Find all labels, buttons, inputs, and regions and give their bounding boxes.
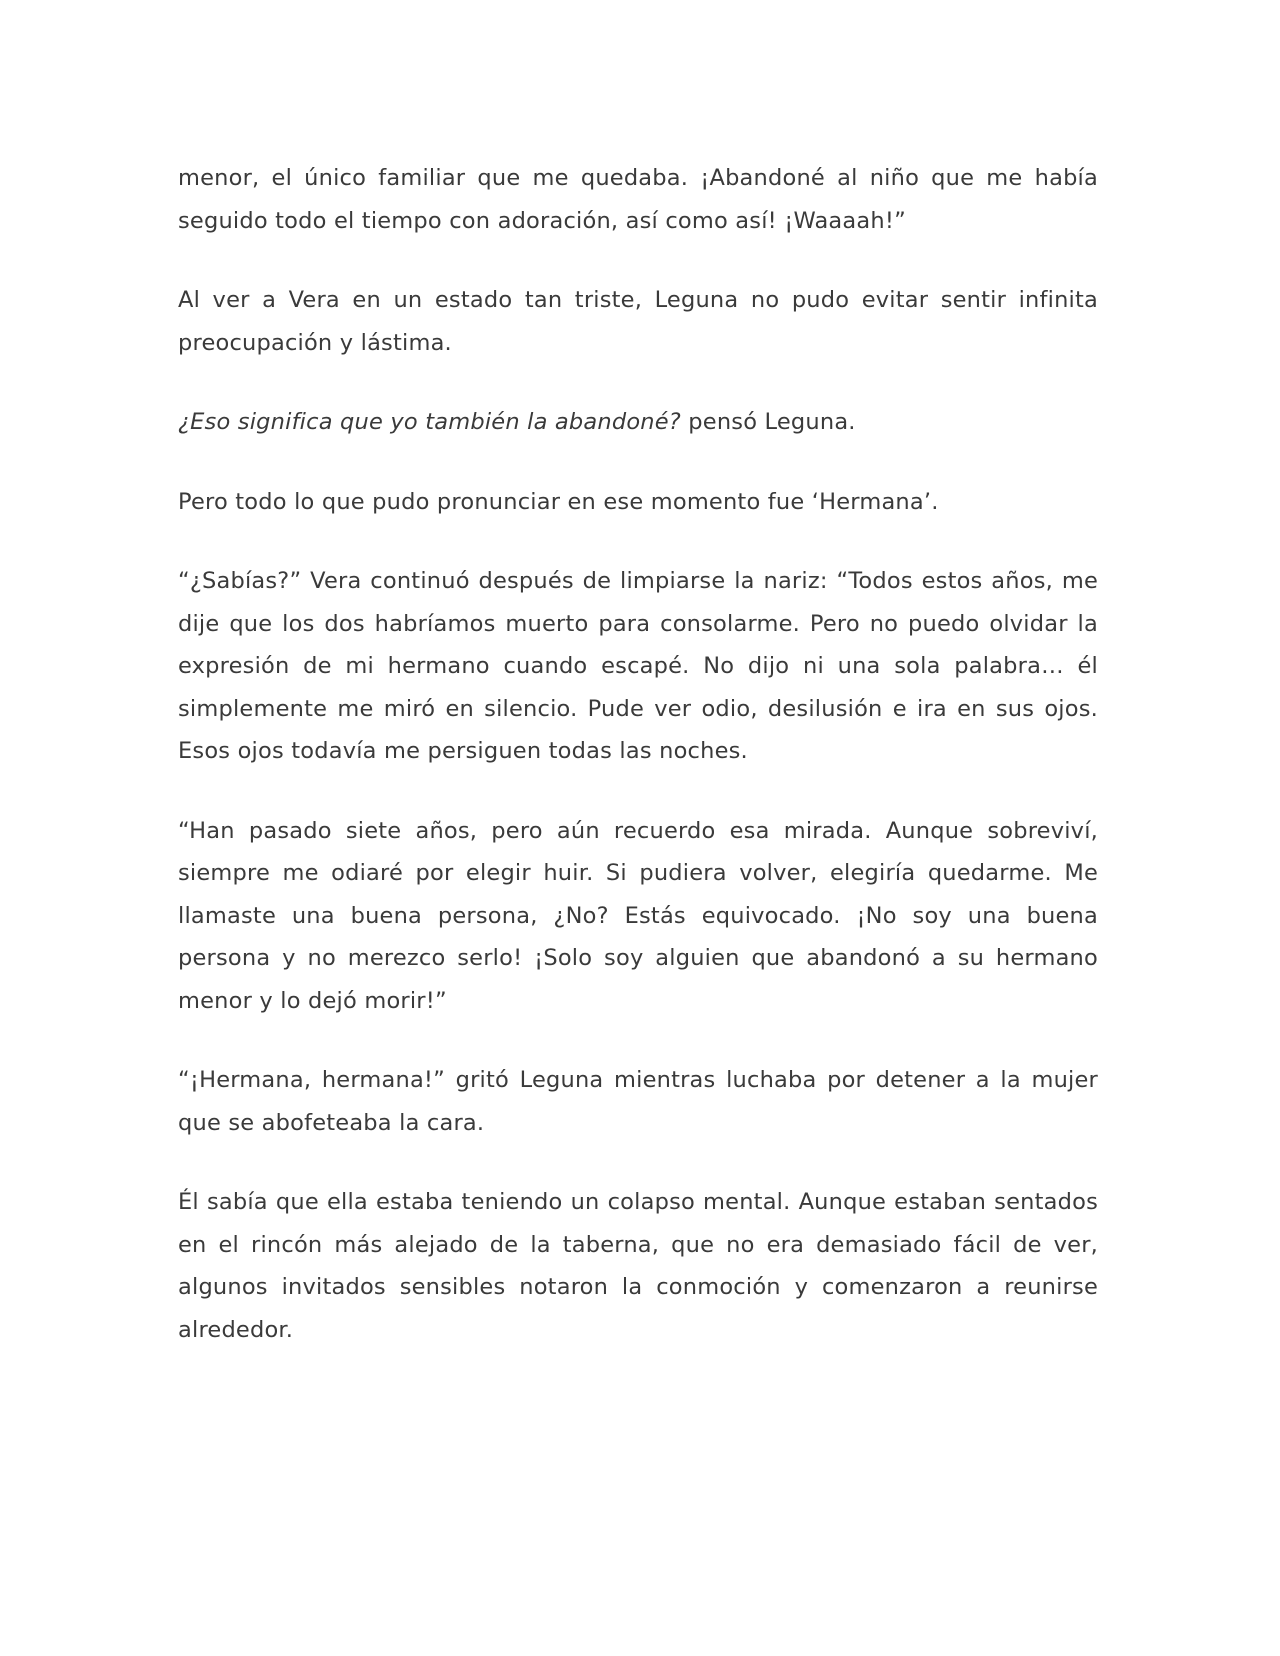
- paragraph-1-text: menor, el único familiar que me quedaba. ¡Abandoné al niño que me había seguido todo el tiempo con adoración, así como así! ¡Waaaah!”: [178, 165, 1098, 234]
- document-page: [178, 157, 1098, 1351]
- paragraph-3-italic-thought: ¿Eso significa que yo también la abandoné?: [178, 409, 681, 435]
- paragraph-4: [178, 481, 1098, 524]
- paragraph-8: [178, 1181, 1098, 1351]
- paragraph-6-text: “Han pasado siete años, pero aún recuerdo esa mirada. Aunque sobreviví, siempre me odiaré por elegir huir. Si pudiera volver, elegiría quedarme. Me llamaste una buena persona, ¿No? Estás equivocado. ¡No soy una buena persona y no merezco serlo! ¡Solo soy alguien que abandonó a su hermano menor y lo dejó morir!”: [178, 817, 1098, 1014]
- paragraph-2: [178, 279, 1098, 364]
- paragraph-4-text: Pero todo lo que pudo pronunciar en ese momento fue ‘Hermana’.: [178, 488, 939, 515]
- paragraph-5: [178, 560, 1098, 773]
- paragraph-6: [178, 810, 1098, 1023]
- paragraph-3: [178, 401, 1098, 444]
- paragraph-8-text: Él sabía que ella estaba teniendo un colapso mental. Aunque estaban sentados en el rincón más alejado de la taberna, que no era demasiado fácil de ver, algunos invitados sensibles notaron la conmoción y comenzaron a reunirse alrededor.: [178, 1189, 1098, 1343]
- paragraph-7-text: “¡Hermana, hermana!” gritó Leguna mientras luchaba por detener a la mujer que se abofeteaba la cara.: [178, 1067, 1098, 1136]
- paragraph-7: [178, 1059, 1098, 1144]
- paragraph-5-text: “¿Sabías?” Vera continuó después de limpiarse la nariz: “Todos estos años, me dije que los dos habríamos muerto para consolarme. Pero no puedo olvidar la expresión de mi hermano cuando escapé. No dijo ni una sola palabra… él simplemente me miró en silencio. Pude ver odio, desilusión e ira en sus ojos. Esos ojos todavía me persiguen todas las noches.: [178, 568, 1098, 764]
- paragraph-2-text: Al ver a Vera en un estado tan triste, Leguna no pudo evitar sentir infinita preocupación y lástima.: [178, 287, 1098, 356]
- paragraph-3-text: pensó Leguna.: [680, 409, 856, 435]
- paragraph-1: [178, 157, 1098, 242]
